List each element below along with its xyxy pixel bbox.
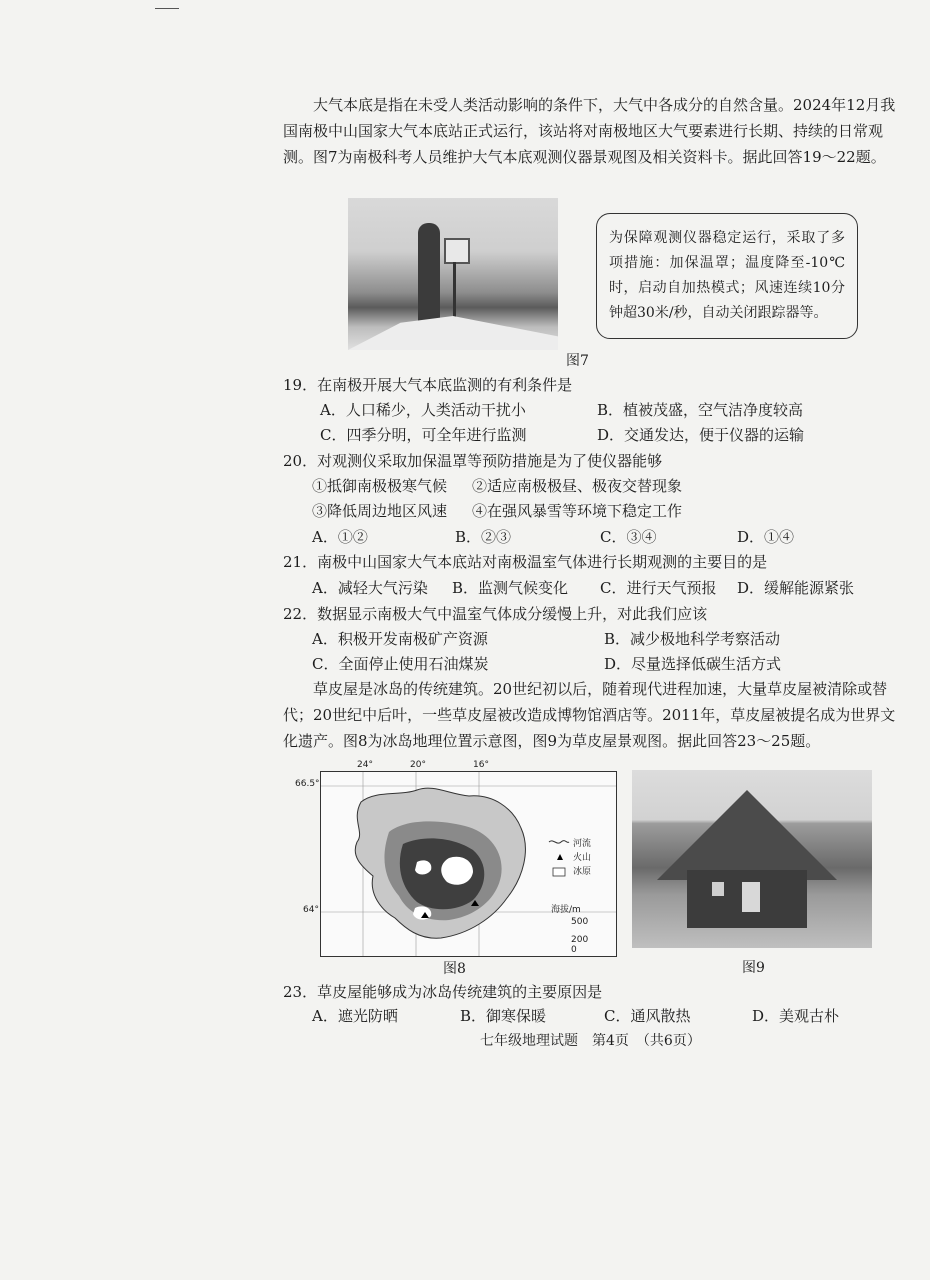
q19-option-d: D．交通发达，便于仪器的运输	[597, 426, 805, 444]
legend-river-label: 河流	[573, 839, 592, 849]
info-card: 为保障观测仪器稳定运行，采取了多项措施：加保温罩；温度降至-10℃时，启动自加热模式；风速连续10分钟超30米/秒，自动关闭跟踪器等。	[596, 213, 858, 339]
figure-7-label: 图7	[566, 353, 589, 369]
question-23-stem: 23．草皮屋能够成为冰岛传统建筑的主要原因是	[283, 983, 603, 1001]
q23-option-d: D．美观古朴	[752, 1007, 840, 1025]
q22-option-d: D．尽量选择低碳生活方式	[604, 655, 782, 673]
q20-statement-4: ④在强风暴雪等环境下稳定工作	[472, 502, 683, 520]
q20-option-d: D．①④	[737, 528, 795, 546]
q20-option-c: C．③④	[600, 528, 657, 546]
q20-statement-3: ③降低周边地区风速	[312, 502, 448, 520]
legend-ice-icon	[553, 868, 565, 876]
q23-option-b: B．御寒保暖	[460, 1007, 547, 1025]
researcher-figure	[418, 223, 440, 323]
lon-label-16: 16°	[473, 760, 489, 770]
q21-option-c: C．进行天气预报	[600, 579, 717, 597]
lat-label-64: 64°	[303, 905, 319, 915]
legend-elev-500: 500	[571, 917, 589, 927]
q20-option-b: B．②③	[455, 528, 512, 546]
q22-option-a: A．积极开发南极矿产资源	[312, 630, 488, 648]
legend-river-icon	[549, 841, 569, 844]
figure-8-label: 图8	[443, 961, 466, 977]
q21-option-b: B．监测气候变化	[452, 579, 569, 597]
snow-ridge	[348, 316, 558, 350]
q23-option-c: C．通风散热	[604, 1007, 691, 1025]
intro-paragraph-1: 大气本底是指在未受人类活动影响的条件下，大气中各成分的自然含量。2024年12月我国南极中山国家大气本底站正式运行，该站将对南极地区大气要素进行长期、持续的日常观测。图7为南极科考人员维护大气本底观测仪器景观图及相关资料卡。据此回答19～22题。	[283, 96, 896, 166]
legend-ice-label: 冰原	[573, 867, 592, 877]
iceland-map	[320, 771, 617, 957]
lat-label-66-5: 66.5°	[295, 779, 320, 789]
lon-label-24: 24°	[357, 760, 373, 770]
question-20-stem: 20．对观测仪采取加保温罩等预防措施是为了使仪器能够	[283, 452, 663, 470]
q21-option-a: A．减轻大气污染	[312, 579, 428, 597]
q22-option-b: B．减少极地科学考察活动	[604, 630, 781, 648]
glacier-vatnajokull	[441, 857, 473, 885]
house-window	[712, 882, 724, 896]
intro-paragraph-2: 草皮屋是冰岛的传统建筑。20世纪初以后，随着现代进程加速，大量草皮屋被清除或替代；20世纪中后叶，一些草皮屋被改造成博物馆酒店等。2011年，草皮屋被提名成为世界文化遗产。图8为冰岛地理位置示意图，图9为草皮屋景观图。据此回答23～25题。	[283, 680, 896, 750]
q19-option-a: A．人口稀少，人类活动干扰小	[320, 401, 526, 419]
legend-volcano-icon	[557, 854, 563, 860]
q20-option-a: A．①②	[312, 528, 368, 546]
legend-elev-0: 0	[571, 945, 577, 955]
lon-label-20: 20°	[410, 760, 426, 770]
house-door	[742, 882, 760, 912]
q23-option-a: A．遮光防晒	[312, 1007, 398, 1025]
figure-7-photo	[348, 198, 558, 350]
figure-9-photo	[632, 770, 872, 948]
figure-9-label: 图9	[742, 960, 765, 976]
q19-option-b: B．植被茂盛，空气洁净度较高	[597, 401, 804, 419]
question-22-stem: 22．数据显示南极大气中温室气体成分缓慢上升，对此我们应该	[283, 605, 708, 623]
instrument-pole	[453, 262, 456, 317]
legend-elevation-title: 海拔/m	[551, 905, 581, 915]
q19-option-c: C．四季分明，可全年进行监测	[320, 426, 527, 444]
q22-option-c: C．全面停止使用石油煤炭	[312, 655, 489, 673]
iceland-map-svg	[321, 772, 616, 956]
q20-statement-2: ②适应南极极昼、极夜交替现象	[472, 477, 683, 495]
q21-option-d: D．缓解能源紧张	[737, 579, 855, 597]
question-21-stem: 21．南极中山国家大气本底站对南极温室气体进行长期观测的主要目的是	[283, 553, 768, 571]
instrument-box	[444, 238, 470, 264]
legend-volcano-label: 火山	[573, 853, 592, 863]
turf-roof	[657, 790, 837, 880]
question-19-stem: 19．在南极开展大气本底监测的有利条件是	[283, 376, 573, 394]
legend-elev-200: 200	[571, 935, 589, 945]
page-footer: 七年级地理试题 第4页 （共6页）	[480, 1033, 701, 1049]
q20-statement-1: ①抵御南极极寒气候	[312, 477, 448, 495]
